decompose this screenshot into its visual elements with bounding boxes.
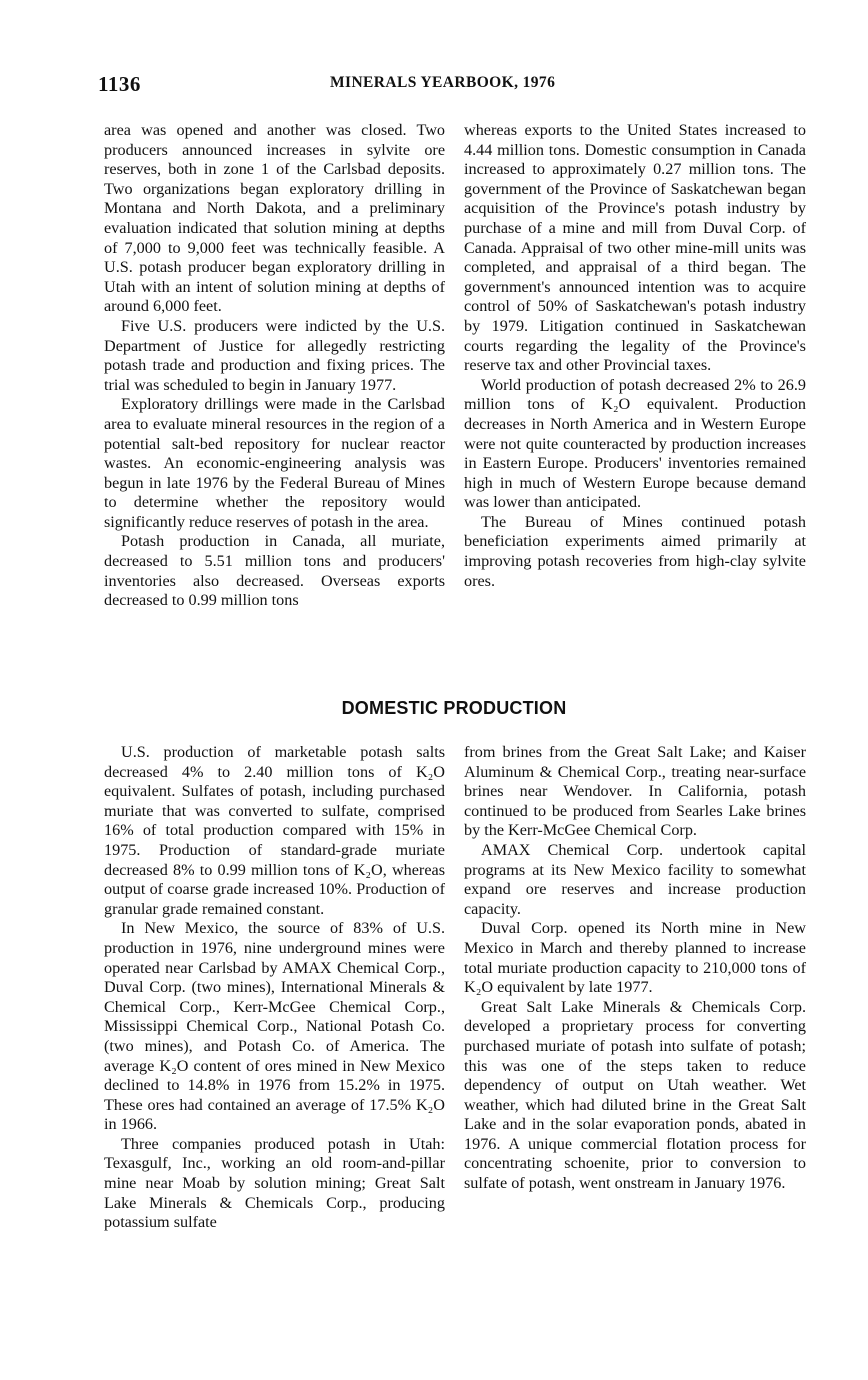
page-header — [98, 72, 798, 102]
running-title: MINERALS YEARBOOK, 1976 — [330, 74, 556, 91]
paragraph: In New Mexico, the source of 83% of U.S. production in 1976, nine underground mines were operated near Carlsbad by AMAX Chemical Corp., Duval Corp. (two mines), International Minerals & Chemical Corp., Kerr-McGee Chemical Corp., Mississippi Chemical Corp., National Potash Co. (two mines), and Potash Co. of America. The average K₂O content of ores mined in New Mexico declined to 14.8% in 1976 from 15.2% in 1975. These ores had contained an average of 17.5% K₂O in 1966. — [104, 919, 445, 1134]
top-right-column — [464, 121, 806, 591]
top-left-column — [104, 121, 445, 611]
paragraph: Exploratory drillings were made in the Carlsbad area to evaluate mineral resources in the region of a potential salt-bed repository for nuclear reactor wastes. An economic-engineering analysis was begun in late 1976 by the Federal Bureau of Mines to determine whether the repository would significantly reduce reserves of potash in the area. — [104, 395, 445, 531]
section-heading: DOMESTIC PRODUCTION — [341, 698, 567, 718]
paragraph: World production of potash decreased 2% to 26.9 million tons of K₂O equivalent. Production decreases in North America and in Western Europe were not quite counteracted by production increases in Eastern Europe. Producers' inventories remained high in much of Western Europe because demand was lower than anticipated. — [464, 375, 806, 512]
paragraph: Great Salt Lake Minerals & Chemicals Corp. developed a proprietary process for converting purchased muriate of potash into sulfate of potash; this was one of the steps taken to reduce dependency of output on Utah weather. Wet weather, which had diluted brine in the Great Salt Lake and in the solar evaporation ponds, abated in 1976. A unique commercial flotation process for concentrating schoenite, prior to conversion to sulfate of potash, went onstream in January 1976. — [464, 997, 806, 1193]
paragraph: Five U.S. producers were indicted by the U.S. Department of Justice for allegedly restricting potash trade and production and fixing prices. The trial was scheduled to begin in January 1977. — [104, 316, 445, 394]
paragraph: Potash production in Canada, all muriate, decreased to 5.51 million tons and producers' inventories also decreased. Overseas exports decreased to 0.99 million tons — [104, 532, 445, 610]
paragraph: U.S. production of marketable potash salts decreased 4% to 2.40 million tons of K₂O equivalent. Sulfates of potash, including purchased muriate that was converted to sulfate, comprised 16% of total production compared with 15% in 1975. Production of standard-grade muriate decreased 8% to 0.99 million tons of K₂O, whereas output of coarse grade increased 10%. Production of granular grade remained constant. — [104, 743, 445, 918]
paragraph: AMAX Chemical Corp. undertook capital programs at its New Mexico facility to somewhat expand ore reserves and increase production capacity. — [464, 840, 806, 918]
bottom-left-column — [104, 743, 445, 1233]
paragraph: from brines from the Great Salt Lake; and Kaiser Aluminum & Chemical Corp., treating near-surface brines near Wendover. In California, potash continued to be produced from Searles Lake brines by the Kerr-McGee Chemical Corp. — [464, 743, 806, 840]
paragraph: Three companies produced potash in Utah: Texasgulf, Inc., working an old room-and-pillar mine near Moab by solution mining; Great Salt Lake Minerals & Chemicals Corp., producing potassium sulfate — [104, 1134, 445, 1232]
bottom-right-column — [464, 743, 806, 1194]
paragraph: Duval Corp. opened its North mine in New Mexico in March and thereby planned to increase total muriate production capacity to 210,000 tons of K₂O equivalent by late 1977. — [464, 919, 806, 997]
page-number: 1136 — [98, 72, 141, 96]
paragraph: whereas exports to the United States increased to 4.44 million tons. Domestic consumption in Canada increased to approximately 0.27 million tons. The government of the Province of Saskatchewan began acquisition of the Province's potash industry by purchase of a mine and mill from Duval Corp. of Canada. Appraisal of two other mine-mill units was completed, and appraisal of a third began. The government's announced intention was to acquire control of 50% of Saskatchewan's potash industry by 1979. Litigation continued in Saskatchewan courts regarding the legality of the Province's reserve tax and other Provincial taxes. — [464, 121, 806, 375]
paragraph: The Bureau of Mines continued potash beneficiation experiments aimed primarily at improving potash recoveries from high-clay sylvite ores. — [464, 512, 806, 590]
paragraph: area was opened and another was closed. Two producers announced increases in sylvite ore reserves, both in zone 1 of the Carlsbad deposits. Two organizations began exploratory drilling in Montana and North Dakota, and a preliminary evaluation indicated that solution mining at depths of 7,000 to 9,000 feet was technically feasible. A U.S. potash producer began exploratory drilling in Utah with an intent of solution mining at depths of around 6,000 feet. — [104, 121, 445, 316]
